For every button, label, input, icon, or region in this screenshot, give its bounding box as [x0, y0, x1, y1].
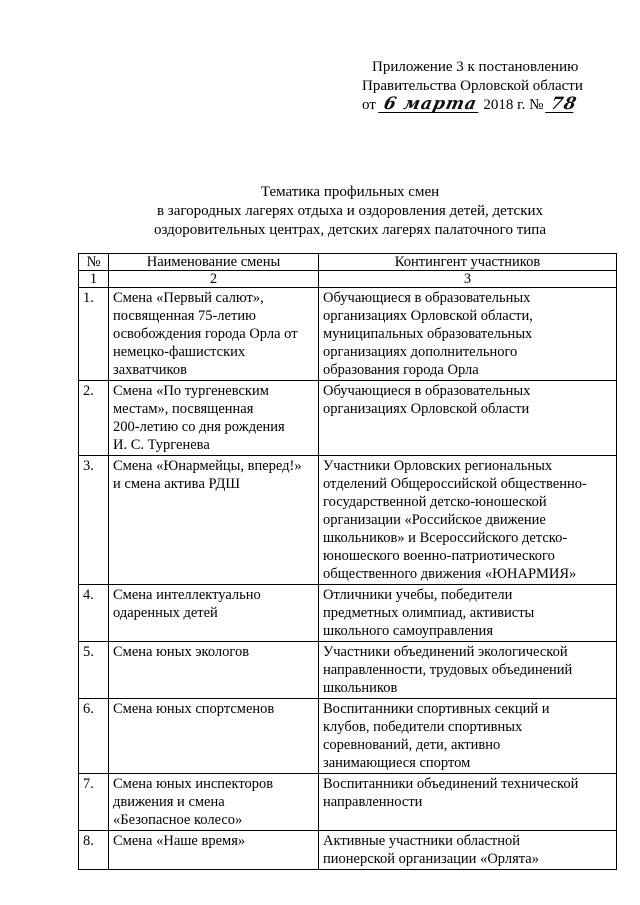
contingent-line: организациях Орловской области	[323, 401, 530, 417]
shift-name-line: 200-летию со дня рождения	[113, 419, 285, 435]
contingent-line: организациях дополнительного	[323, 344, 518, 360]
contingent-line: образования города Орла	[323, 362, 479, 378]
contingent-line: организациях Орловской области,	[323, 308, 533, 324]
header-number: №	[79, 254, 109, 271]
contingent-cell	[319, 774, 617, 831]
table-column-numbers-row	[79, 271, 617, 288]
shift-name-cell	[109, 381, 319, 456]
row-number: 8.	[79, 831, 109, 870]
shift-name-line: Смена юных спортсменов	[113, 701, 275, 717]
column-number-1: 1	[79, 271, 109, 288]
shift-name-line: и смена активa РДШ	[113, 476, 241, 492]
contingent-cell	[319, 831, 617, 870]
contingent-line: отделений Общероссийской общественно-	[323, 476, 587, 492]
table-row	[79, 288, 617, 381]
contingent-line: Активные участники областной	[323, 833, 521, 849]
year-number-label: 2018 г. №	[483, 97, 544, 113]
shift-name-line: Смена интеллектуально	[113, 587, 261, 603]
column-number-3: 3	[319, 271, 617, 288]
header-shift-name: Наименование смены	[109, 254, 319, 271]
table-row	[79, 381, 617, 456]
header-contingent: Контингент участников	[319, 254, 617, 271]
contingent-line: Участники Орловских региональных	[323, 458, 553, 474]
contingent-line: предметных олимпиад, активисты	[323, 605, 535, 621]
row-number: 6.	[79, 699, 109, 774]
table-header-row	[79, 254, 617, 271]
shift-name-line: местам», посвященная	[113, 401, 254, 417]
title-line2: в загородных лагерях отдыха и оздоровления детей, детских	[156, 203, 544, 219]
contingent-cell	[319, 585, 617, 642]
contingent-line: Воспитанники объединений технической	[323, 776, 579, 792]
shift-name-cell	[109, 699, 319, 774]
contingent-cell	[319, 699, 617, 774]
from-label: от	[362, 97, 376, 113]
shift-name-line: Смена «Юнармейцы, вперед!»	[113, 458, 302, 474]
handwritten-number: 78	[545, 96, 577, 113]
shift-name-line: Смена «Первый салют»,	[113, 290, 264, 306]
shift-name-line: И. С. Тургенева	[113, 437, 210, 453]
contingent-cell	[319, 642, 617, 699]
handwritten-date: 6 марта	[378, 96, 482, 113]
table-row	[79, 642, 617, 699]
appendix-date-line	[362, 96, 622, 115]
table-row	[79, 585, 617, 642]
shift-name-cell	[109, 288, 319, 381]
contingent-cell	[319, 381, 617, 456]
shift-name-cell	[109, 831, 319, 870]
contingent-line: занимающиеся спортом	[323, 755, 471, 771]
table-row	[79, 774, 617, 831]
contingent-line: направленности, трудовых объединений	[323, 662, 573, 678]
shift-name-line: освобождения города Орла от	[113, 326, 298, 342]
contingent-line: Воспитанники спортивных секций и	[323, 701, 550, 717]
contingent-line: государственной детско-юношеской	[323, 494, 547, 510]
row-number: 1.	[79, 288, 109, 381]
contingent-line: организации «Российское движение	[323, 512, 546, 528]
table-row	[79, 456, 617, 585]
column-number-2: 2	[109, 271, 319, 288]
contingent-line: направленности	[323, 794, 423, 810]
shift-name-cell	[109, 585, 319, 642]
appendix-line2: Правительства Орловской области	[362, 78, 583, 94]
appendix-header	[362, 58, 622, 115]
shift-name-cell	[109, 642, 319, 699]
title-line3: оздоровительных центрах, детских лагерях палаточного типа	[154, 222, 546, 238]
shift-name-line: «Безопасное колесо»	[113, 812, 243, 828]
row-number: 4.	[79, 585, 109, 642]
shift-name-line: Смена юных экологов	[113, 644, 250, 660]
row-number: 3.	[79, 456, 109, 585]
row-number: 2.	[79, 381, 109, 456]
contingent-line: соревнований, дети, активно	[323, 737, 501, 753]
shifts-table	[78, 253, 617, 870]
contingent-line: клубов, победители спортивных	[323, 719, 523, 735]
row-number: 7.	[79, 774, 109, 831]
contingent-cell	[319, 288, 617, 381]
shift-name-line: немецко-фашистских	[113, 344, 246, 360]
shift-name-line: Смена «По тургеневским	[113, 383, 269, 399]
contingent-line: школьников	[323, 680, 398, 696]
shift-name-cell	[109, 774, 319, 831]
shift-name-line: одаренных детей	[113, 605, 218, 621]
appendix-line1: Приложение 3 к постановлению	[372, 59, 579, 75]
contingent-line: юношеского военно-патриотического	[323, 548, 555, 564]
row-number: 5.	[79, 642, 109, 699]
title-line1: Тематика профильных смен	[260, 184, 440, 200]
shift-name-line: Смена «Наше время»	[113, 833, 246, 849]
contingent-line: муниципальных образовательных	[323, 326, 533, 342]
table-row	[79, 831, 617, 870]
contingent-line: Отличники учебы, победители	[323, 587, 513, 603]
contingent-line: Обучающиеся в образовательных	[323, 290, 531, 306]
contingent-cell	[319, 456, 617, 585]
contingent-line: Участники объединений экологической	[323, 644, 568, 660]
shift-name-cell	[109, 456, 319, 585]
shift-name-line: захватчиков	[113, 362, 187, 378]
contingent-line: школьников» и Всероссийского детско-	[323, 530, 568, 546]
shift-name-line: посвященная 75-летию	[113, 308, 256, 324]
shift-name-line: Смена юных инспекторов	[113, 776, 274, 792]
contingent-line: Обучающиеся в образовательных	[323, 383, 531, 399]
contingent-line: пионерской организации «Орлята»	[323, 851, 539, 867]
shift-name-line: движения и смена	[113, 794, 225, 810]
table-row	[79, 699, 617, 774]
contingent-line: общественного движения «ЮНАРМИЯ»	[323, 566, 577, 582]
document-title	[60, 183, 640, 240]
contingent-line: школьного самоуправления	[323, 623, 493, 639]
